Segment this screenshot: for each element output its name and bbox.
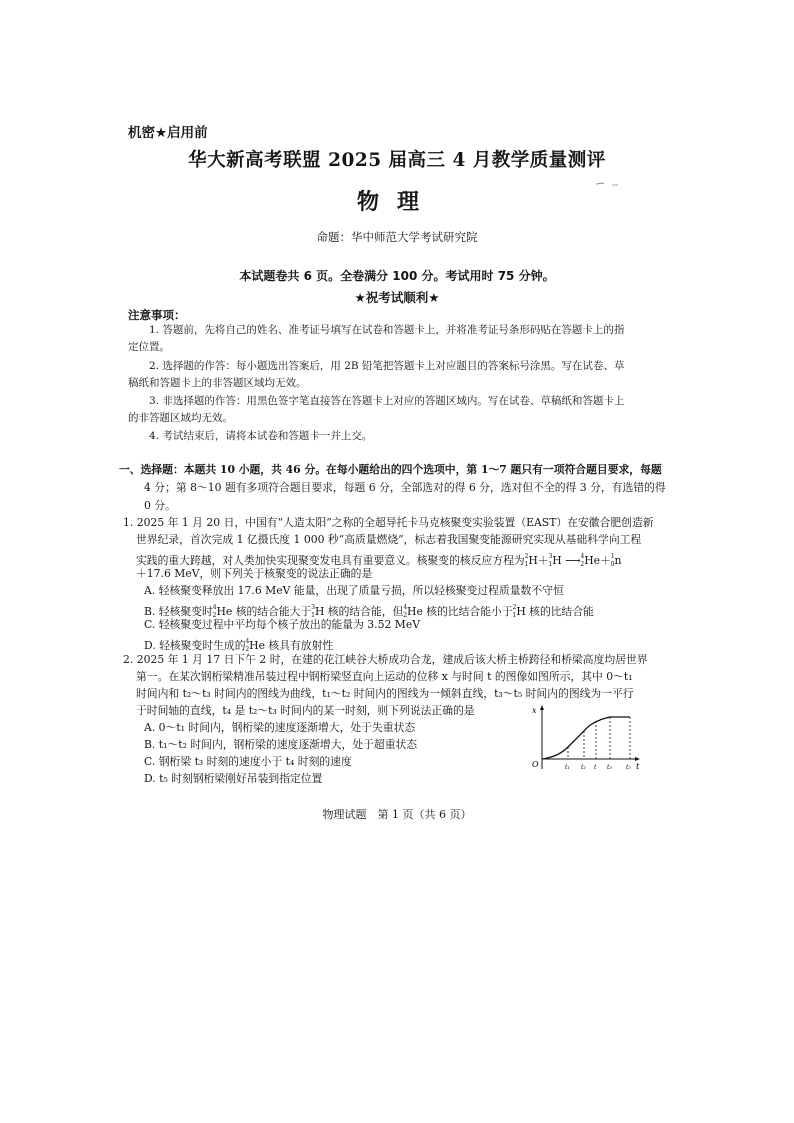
eq-text: He＋ <box>584 554 611 567</box>
eq-text: H＋ <box>528 554 549 567</box>
q1-option-d: D. 轻核聚变时生成的$^4_2$He 核具有放射性 <box>144 638 334 653</box>
tick-label-t2: t₂ <box>581 764 586 771</box>
q2-stem-line: 时间内和 t₂～t₃ 时间内的图线为曲线，t₁～t₂ 时间内的图线为一倾斜直线，t₃～t₅ 时间内的图线为一平行 <box>136 687 634 700</box>
eq-text: n <box>614 554 622 567</box>
section-heading-line: 4 分；第 8～10 题有多项符合题目要求，每题 6 分，全部选对的得 6 分，选对但不全的得 3 分，有选错的得 <box>144 481 666 494</box>
exam-title: 华大新高考联盟 2025 届高三 4 月教学质量测评 <box>188 150 606 171</box>
q1-stem-line: 世界纪录，首次完成 1 亿摄氏度 1 000 秒“高质量燃烧”，标志着我国聚变能源研究实现从基础科学向工程 <box>136 533 642 546</box>
exam-info: 本试题卷共 6 页。全卷满分 100 分。考试用时 75 分钟。 <box>239 269 555 283</box>
tick-label-t3: t₃ <box>607 764 612 771</box>
tick-label-t5: t₅ <box>626 764 631 771</box>
x-axis-label: t <box>636 762 640 771</box>
q2-option-a: A. 0～t₁ 时间内，钢桁梁的速度逐渐增大，处于失重状态 <box>144 721 416 734</box>
tick-label-t1: t₁ <box>565 764 570 771</box>
q2-option-d: D. t₅ 时刻钢桁梁刚好吊装到指定位置 <box>144 772 323 785</box>
notice-heading: 注意事项： <box>128 308 186 322</box>
confidential-label: 机密★启用前 <box>128 125 208 141</box>
nuclide-he4: $^4_2$ <box>580 553 585 568</box>
subject-title: 物理 <box>356 189 437 215</box>
tick-label-t: t <box>594 764 597 771</box>
q1-option-b: B. 轻核聚变时$^4_2$He 核的结合能大于$^3_1$H 核的结合能，但$^4_2$He 核的比结合能小于$^2_1$H 核的比结合能 <box>144 604 594 619</box>
notice-line: 3. 非选择题的作答：用黑色签字笔直接答在答题卡上对应的答题区域内。写在试卷、草稿纸和答题卡上 <box>149 395 625 407</box>
page-footer: 物理试题 第 1 页（共 6 页） <box>322 808 472 821</box>
nuclide-neutron: $^1_0$ <box>610 553 615 568</box>
notice-line: 2. 选择题的作答：每小题选出答案后，用 2B 铅笔把答题卡上对应题目的答案标号涂黑。写在试卷、草 <box>149 360 625 372</box>
q1-option-a: A. 轻核聚变释放出 17.6 MeV 能量，出现了质量亏损，所以轻核聚变过程质量数不守恒 <box>144 584 564 597</box>
q1-option-c: C. 轻核聚变过程中平均每个核子放出的能量为 3.52 MeV <box>144 618 421 631</box>
x-axis-arrow <box>635 757 640 761</box>
displacement-curve <box>542 717 630 759</box>
nuclide-h3: $^3_1$ <box>548 553 553 568</box>
q1-stem-line: 1. 2025 年 1 月 20 日，中国有“人造太阳”之称的全超导托卡马克核聚变实验装置（EAST）在安徽合肥创造新 <box>123 516 654 529</box>
q2-stem-line: 于时间轴的直线，t₄ 是 t₂～t₃ 时间内的某一时刻，则下列说法正确的是 <box>136 704 475 717</box>
q2-option-c: C. 钢桁梁 t₃ 时刻的速度小于 t₄ 时刻的速度 <box>144 755 352 768</box>
eq-text: H ⟶ <box>552 554 581 567</box>
notice-line: 稿纸和答题卡上的非答题区域均无效。 <box>128 377 307 389</box>
author-line: 命题：华中师范大学考试研究院 <box>316 230 478 244</box>
y-axis-label: x <box>532 706 537 715</box>
notice-line: 1. 答题前，先将自己的姓名、准考证号填写在试卷和答题卡上，并将准考证号条形码贴在答题卡上的指 <box>149 324 625 336</box>
good-luck-line: ★祝考试顺利★ <box>354 290 440 305</box>
q2-stem-line: 2. 2025 年 1 月 17 日下午 2 时，在建的花江峡谷大桥成功合龙，建成后该大桥主桥跨径和桥梁高度均居世界 <box>123 653 648 666</box>
notice-line: 4. 考试结束后，请将本试卷和答题卡一并上交。 <box>149 430 373 442</box>
q1-stem-line: ＋17.6 MeV，则下列关于核聚变的说法正确的是 <box>136 567 373 580</box>
notice-line: 的非答题区域均无效。 <box>128 412 233 424</box>
x-t-graph <box>530 703 642 773</box>
q1-stem-text: 实践的重大跨越，对人类加快实现聚变发电具有重要意义。核聚变的核反应方程为 <box>136 554 525 567</box>
y-axis-arrow <box>540 705 544 710</box>
nuclide-h2: $^2_1$ <box>524 553 529 568</box>
q2-option-b: B. t₁～t₂ 时间内，钢桁梁的速度逐渐增大，处于超重状态 <box>144 738 418 751</box>
q2-stem-line: 第一。在某次钢桁梁精准吊装过程中钢桁梁竖直向上运动的位移 x 与时间 t 的图像如图所示，其中 0～t₁ <box>136 670 633 683</box>
section-heading-line: 一、选择题：本题共 10 小题，共 46 分。在每小题给出的四个选项中，第 1～7 题只有一项符合题目要求，每题 <box>119 463 662 476</box>
origin-label: O <box>532 760 539 769</box>
notice-line: 定位置。 <box>128 341 170 353</box>
section-heading-line: 0 分。 <box>144 499 176 512</box>
